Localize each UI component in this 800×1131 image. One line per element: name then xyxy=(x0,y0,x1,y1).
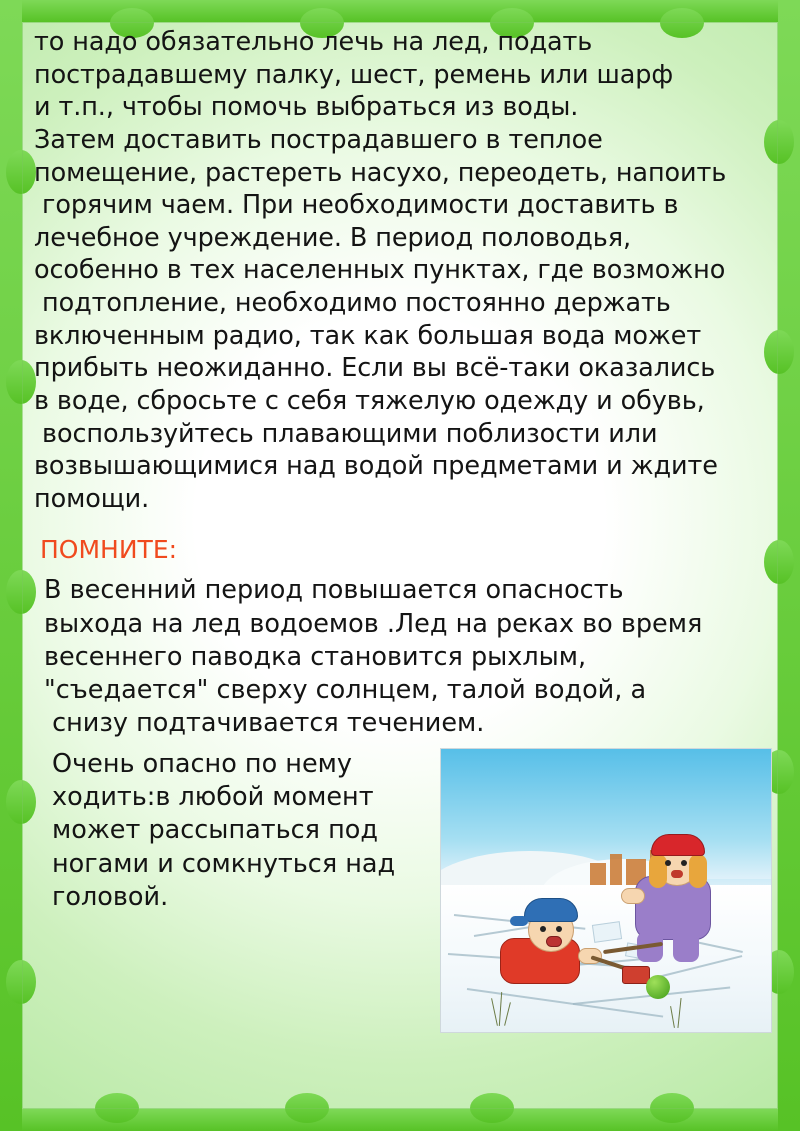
puzzle-knob-icon xyxy=(6,570,36,614)
illustration-boy xyxy=(494,896,639,1021)
illustration-ball xyxy=(646,975,670,999)
puzzle-knob-icon xyxy=(6,150,36,194)
grass-blade xyxy=(670,1006,675,1028)
illustration-girl xyxy=(619,828,751,1003)
bottom-warning-text: Очень опасно по нему ходить:в любой момент может рассыпаться под ногами и сомкнуться над головой. xyxy=(52,749,396,912)
poster-content xyxy=(34,26,772,1106)
main-safety-text xyxy=(34,26,772,515)
puzzle-knob-icon xyxy=(6,360,36,404)
puzzle-knob-icon xyxy=(6,960,36,1004)
remember-body-text: В весенний период повышается опасность выхода на лед водоемов .Лед на реках во время весеннего паводка становится рыхлым, "съедается" сверху солнцем, талой водой, а снизу подтачивается течением. xyxy=(44,575,703,738)
illustration-children-on-ice xyxy=(440,748,772,1033)
puzzle-knob-icon xyxy=(6,780,36,824)
main-safety-paragraph: то надо обязательно лечь на лед, подать пострадавшему палку, шест, ремень или шарф и т.п., чтобы помочь выбраться из воды. Затем доставить пострадавшего в теплое помещение, растереть насухо, переодеть, напоить горячим чаем. При необходимости доставить в лечебное учреждение. В период половодья, особенно в тех населенных пунктах, где возможно подтопление, необходимо постоянно держать включенным радио, так как большая вода может прибыть неожиданно. Если вы всё-таки оказались в воде, сбросьте с себя тяжелую одежду и обувь, воспользуйтесь плавающими поблизости или возвышающимися над водой предметами и ждите помощи. xyxy=(34,27,727,514)
remember-heading: ПОМНИТЕ: xyxy=(40,535,178,565)
bottom-section xyxy=(34,748,772,1028)
